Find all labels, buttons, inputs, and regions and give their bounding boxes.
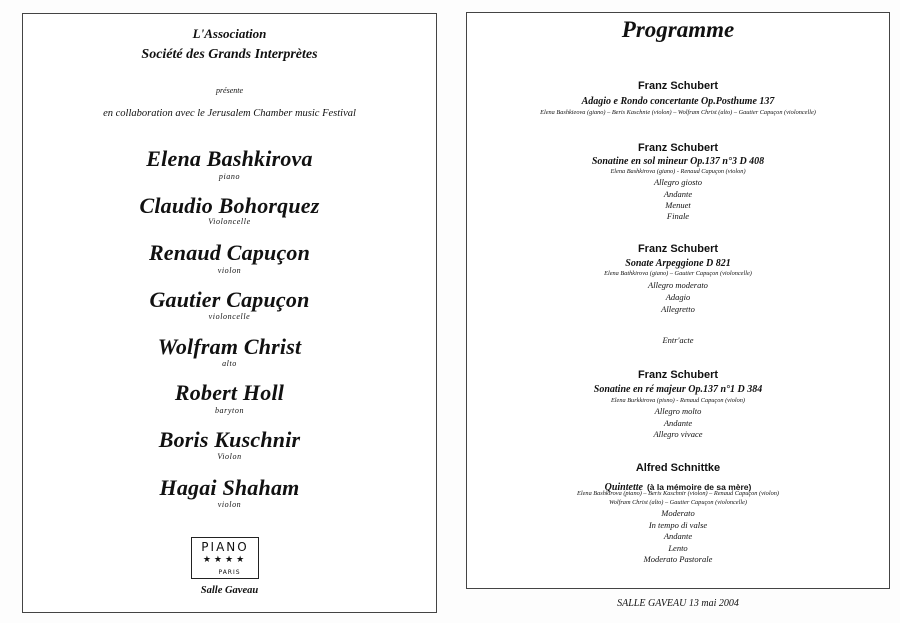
artist-instrument: violon (217, 500, 242, 509)
left-panel (22, 13, 437, 613)
movement: Adagio (665, 292, 691, 302)
performers-line: Elena Bashkieova (giano) – Beris Kaschnie (violon) – Wolfram Christ (alto) – Gautier Capuçon (violoncelle) (540, 109, 816, 116)
work-title: Adagio e Rondo concertante Op.Posthume 137 (581, 96, 775, 107)
artist-name: Wolfram Christ (157, 334, 302, 359)
movement: Allegro molto (654, 406, 702, 416)
association-label: L'Association (192, 26, 267, 41)
movement: Lento (668, 543, 688, 553)
artist-instrument: Violoncelle (208, 217, 251, 226)
artist-instrument: violoncelle (208, 312, 251, 321)
work-title: Quintette (604, 482, 643, 493)
composer-name: Franz Schubert (637, 142, 719, 154)
movement: Allegro moderato (648, 280, 708, 290)
work-title: Sonate Arpeggione D 821 (625, 258, 731, 269)
right-panel (466, 12, 890, 589)
logo-city: PARIS (218, 569, 241, 576)
performers-line: Wolfram Christ (alto) – Gautier Capuçon (violoncelle) (609, 499, 747, 506)
movement: Menuet (665, 200, 691, 210)
logo-title: PIANO (201, 540, 249, 554)
work-title: Sonatine en sol mineur Op.137 n°3 D 408 (591, 156, 765, 167)
artist-instrument: Violon (217, 452, 242, 461)
artist-instrument: violon (217, 266, 242, 275)
venue-label: Salle Gaveau (200, 585, 259, 596)
movement: Allegro vivace (653, 429, 703, 439)
movement: Finale (666, 211, 690, 221)
composer-name: Franz Schubert (637, 243, 719, 255)
artist-name: Gautier Capuçon (149, 287, 310, 312)
movement: Moderato Pastorale (643, 554, 713, 564)
artist-name: Robert Holl (174, 380, 285, 405)
intermission-label: Entr'acte (662, 335, 694, 345)
logo-stars: ★★★★ (202, 554, 248, 564)
movement: Moderato (661, 508, 695, 518)
artist-instrument: alto (222, 359, 237, 368)
movement: Andante (663, 418, 693, 428)
artist-instrument: baryton (214, 406, 245, 415)
composer-name: Alfred Schnittke (635, 462, 721, 474)
artist-name: Claudio Bohorquez (139, 193, 320, 218)
artist-name: Elena Bashkirova (146, 146, 313, 171)
composer-name: Franz Schubert (637, 369, 719, 381)
artist-name: Boris Kuschnir (158, 427, 301, 452)
performers-line: Elena Bathkirova (giano) – Gautier Capuçon (violoncelle) (604, 270, 752, 277)
work-note: (à la mémoire de sa mère) (646, 482, 752, 492)
footer-venue-date: SALLE GAVEAU 13 mai 2004 (617, 598, 739, 609)
movement: In tempo di valse (648, 520, 708, 530)
artist-name: Hagai Shaham (159, 475, 300, 500)
society-name: Société des Grands Interprètes (141, 47, 318, 62)
work-title: Sonatine en ré majeur Op.137 n°1 D 384 (593, 384, 763, 395)
movement: Andante (663, 189, 693, 199)
performers-line: Elena Burkkirova (pisno) - Renaud Capuçon (violon) (610, 397, 746, 404)
performers-line: Elena Bashkirova (piano) – Beris Kaschnir (violon) – Renaud Capuçon (violon) (577, 490, 779, 497)
presents-label: présente (215, 86, 244, 95)
artist-name: Renaud Capuçon (148, 240, 311, 265)
movement: Allegretto (661, 304, 695, 314)
movement: Allegro giosto (653, 177, 703, 187)
composer-name: Franz Schubert (637, 80, 719, 92)
movement: Andante (663, 531, 693, 541)
performers-line: Elena Bashkirova (giano) - Renaud Capuçon (violon) (610, 168, 746, 175)
collaboration-label: en collaboration avec le Jerusalem Chamber music Festival (103, 108, 356, 119)
artist-instrument: piano (218, 172, 241, 181)
programme-title: Programme (621, 17, 735, 42)
